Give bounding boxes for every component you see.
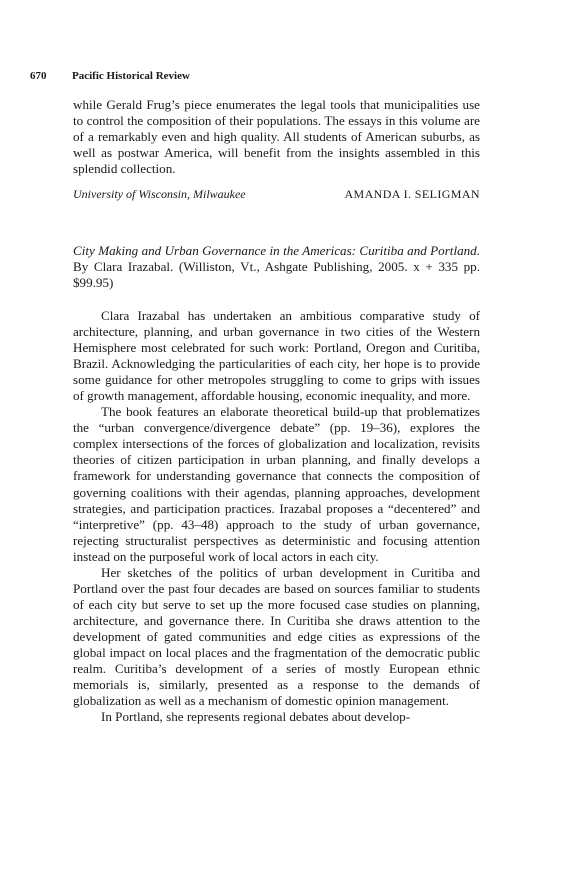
book-details: By Clara Irazabal. (Williston, Vt., Ashgate Publishing, 2005. x + 335 pp. $99.95) <box>73 259 480 291</box>
review-paragraph: Her sketches of the politics of urban development in Curitiba and Portland over the past four decades are based on sources familiar to students of each city but serve to set up the more focused case studies on planning, architecture, and governance there. In Curitiba she draws attention to the development of gated communities and edge cities as expressions of the global impact on local places and the fragmentation of the democratic public realm. Curitiba’s development of a series of mostly European ethnic memorials is, similarly, presented as a response to the demands of globalization as well as a mechanism of domestic opinion management. <box>73 564 480 709</box>
book-title: City Making and Urban Governance in the Americas: Curitiba and Portland. <box>73 243 480 258</box>
review-paragraph: Clara Irazabal has undertaken an ambitious comparative study of architecture, planning, and urban governance in two cities of the Western Hemisphere most celebrated for such work: Portland, Oregon and Curitiba, Brazil. Acknowledging the particularities of each city, her hope is to provide some guidance for other metropoles struggling to come to grips with issues of growth management, affordable housing, economic inequality, and more. <box>73 308 480 404</box>
reviewer-signature <box>73 187 480 202</box>
review-paragraph: In Portland, she represents regional debates about develop- <box>101 709 411 725</box>
reviewer-affiliation: University of Wisconsin, Milwaukee <box>73 187 246 201</box>
running-head <box>30 70 190 82</box>
reviewer-name: AMANDA I. SELIGMAN <box>344 187 480 201</box>
previous-review-closing-paragraph: while Gerald Frug’s piece enumerates the legal tools that municipalities use to control the composition of their populations. The essays in this volume are of a remarkably even and high quality. All students of American suburbs, as well as postwar America, will benefit from the insights assembled in this splendid collection. <box>73 97 480 177</box>
book-citation <box>73 243 480 291</box>
review-body <box>73 308 480 725</box>
journal-title: Pacific Historical Review <box>72 70 190 82</box>
page-number: 670 <box>30 70 47 82</box>
review-paragraph: The book features an elaborate theoretical build-up that problematizes the “urban convergence/divergence debate” (pp. 19–36), explores the complex intersections of the forces of globalization and localization, revisits theories of citizen participation in urban planning, and finally develops a framework for understanding governance that connects the composition of governing coalitions with their agendas, planning approaches, development strategies, and participation practices. Irazabal proposes a “decentered” and “interpretive” (pp. 43–48) approach to the study of urban governance, rejecting structuralist perspectives as deterministic and focusing attention instead on the purposeful work of local actors in each city. <box>73 404 480 564</box>
